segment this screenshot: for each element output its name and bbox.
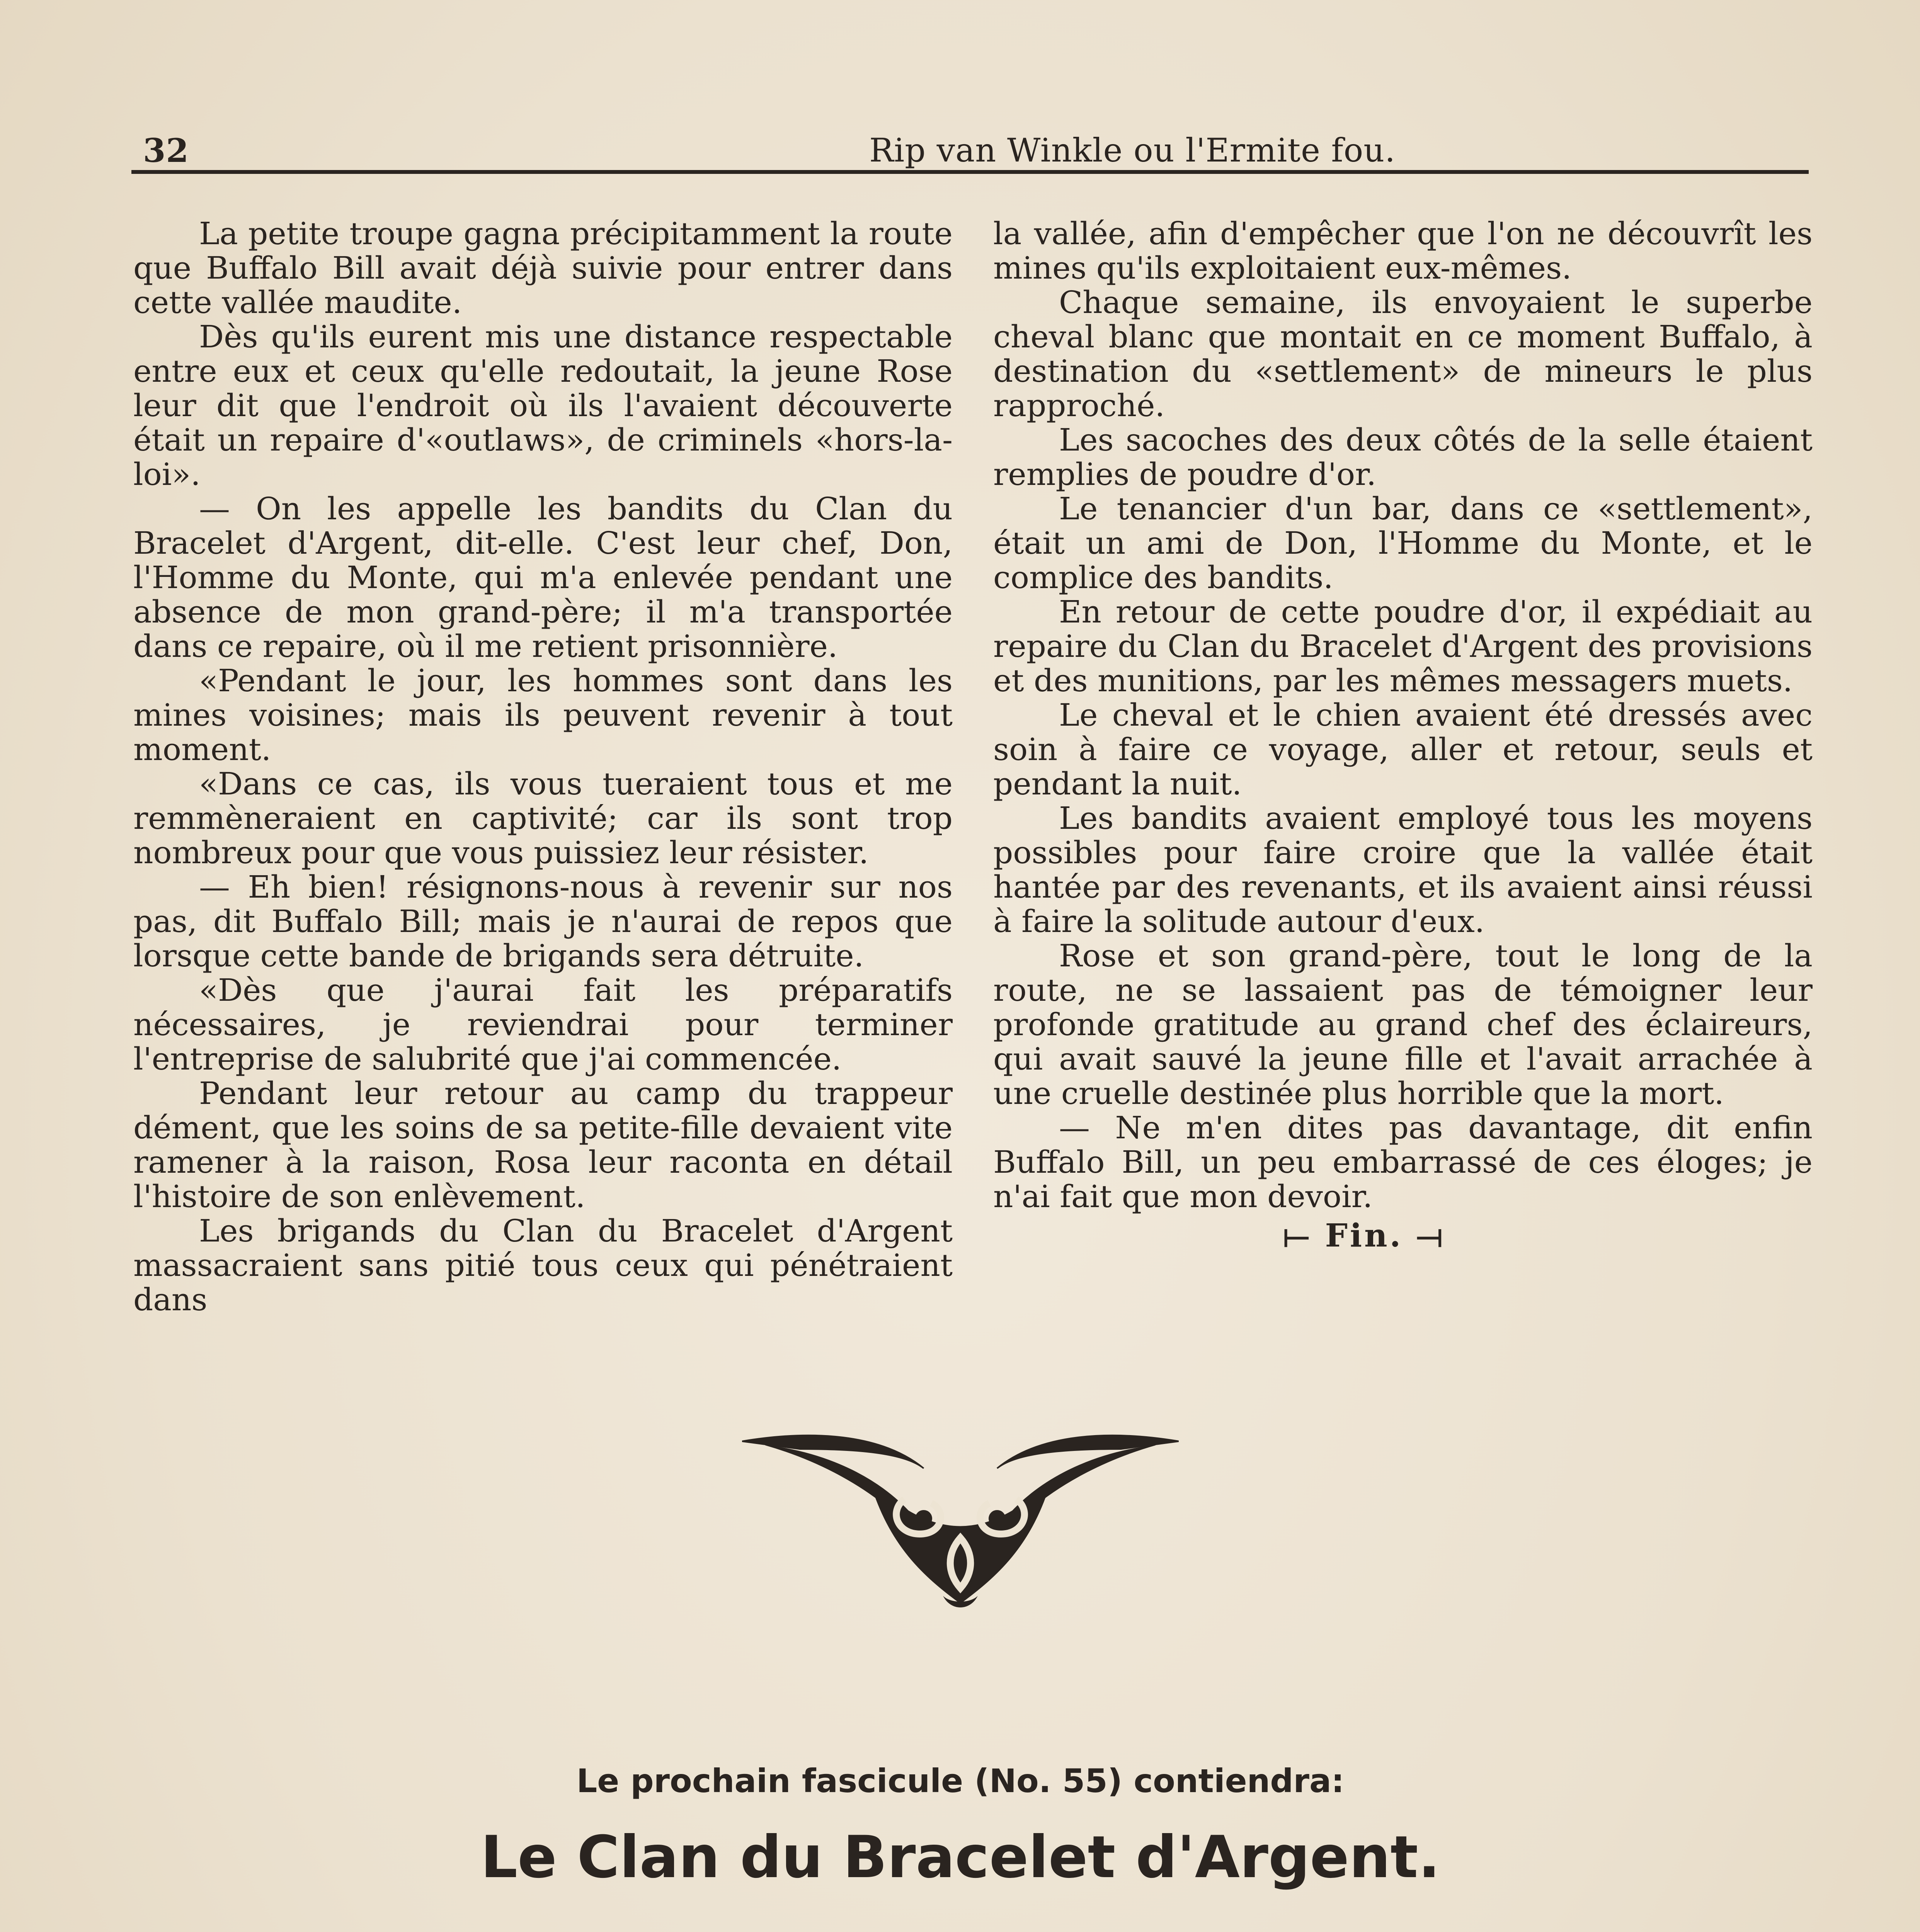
page-number: 32 xyxy=(143,131,189,170)
fin-marker: ⟝ Fin. ⟞ xyxy=(1283,1217,1445,1254)
next-issue-announcement: Le prochain fascicule (No. 55) contiendra: xyxy=(576,1762,1345,1800)
page-header xyxy=(143,124,1809,174)
paragraph: En retour de cette poudre d'or, il expédiait au repaire du Clan du Bracelet d'Argent des provisions et des munitions, par les mêmes messagers muets. xyxy=(993,594,1813,699)
paragraph: — On les appelle les bandits du Clan du Bracelet d'Argent, dit-elle. C'est leur chef, Don, l'Homme du Monte, qui m'a enlevée pendant une absence de mon grand-père; il m'a transportée dans ce repaire, où il me retient prisonnière. xyxy=(133,491,953,664)
paragraph: — Ne m'en dites pas davantage, dit enfin Buffalo Bill, un peu embarrassé de ces éloges; je n'ai fait que mon devoir. xyxy=(993,1110,1813,1214)
next-issue-title: Le Clan du Bracelet d'Argent. xyxy=(480,1824,1440,1891)
running-title: Rip van Winkle ou l'Ermite fou. xyxy=(869,131,1396,169)
paragraph: Chaque semaine, ils envoyaient le superbe cheval blanc que montait en ce moment Buffalo, à destination du «settlement» de mineurs le plus rapproché. xyxy=(993,284,1813,423)
paragraph: Dès qu'ils eurent mis une distance respectable entre eux et ceux qu'elle redoutait, la jeune Rose leur dit que l'endroit où ils l'avaient découverte était un repaire d'«outlaws», de criminels «hors-la-loi». xyxy=(133,319,953,492)
paragraph: Les brigands du Clan du Bracelet d'Argent massacraient sans pitié tous ceux qui pénétraient dans xyxy=(133,1213,953,1318)
paragraph: Rose et son grand-père, tout le long de la route, ne se lassaient pas de témoigner leur profonde gratitude au grand chef des éclaireurs, qui avait sauvé la jeune fille et l'avait arrachée à une cruelle destinée plus horrible que la mort. xyxy=(993,938,1813,1111)
paragraph: «Dès que j'aurai fait les préparatifs nécessaires, je reviendrai pour terminer l'entreprise de salubrité que j'ai commencée. xyxy=(133,972,953,1077)
paragraph: — Eh bien! résignons-nous à revenir sur nos pas, dit Buffalo Bill; mais je n'aurai de repos que lorsque cette bande de brigands sera détruite. xyxy=(133,869,953,974)
ornament-icon xyxy=(742,1422,1179,1615)
header-rule xyxy=(131,170,1809,174)
paragraph: La petite troupe gagna précipitamment la route que Buffalo Bill avait déjà suivie pour entrer dans cette vallée maudite. xyxy=(133,216,953,320)
paragraph: «Dans ce cas, ils vous tueraient tous et me remmèneraient en captivité; car ils sont trop nombreux pour que vous puissiez leur résister. xyxy=(133,766,953,871)
paragraph: Les sacoches des deux côtés de la selle étaient remplies de poudre d'or. xyxy=(993,422,1813,492)
paragraph-continuation: la vallée, afin d'empêcher que l'on ne découvrît les mines qu'ils exploitaient eux-mêmes. xyxy=(993,216,1813,286)
left-column xyxy=(133,216,953,1317)
paragraph: Les bandits avaient employé tous les moyens possibles pour faire croire que la vallée était hantée par des revenants, et ils avaient ainsi réussi à faire la solitude autour d'eux. xyxy=(993,800,1813,939)
paragraph: Pendant leur retour au camp du trappeur dément, que les soins de sa petite-fille devaient vite ramener à la raison, Rosa leur raconta en détail l'histoire de son enlèvement. xyxy=(133,1075,953,1214)
paragraph: Le tenancier d'un bar, dans ce «settlement», était un ami de Don, l'Homme du Monte, et le complice des bandits. xyxy=(993,491,1813,595)
right-column xyxy=(993,216,1813,1214)
paragraph: Le cheval et le chien avaient été dressés avec soin à faire ce voyage, aller et retour, seuls et pendant la nuit. xyxy=(993,697,1813,802)
paragraph: «Pendant le jour, les hommes sont dans les mines voisines; mais ils peuvent revenir à tout moment. xyxy=(133,663,953,767)
